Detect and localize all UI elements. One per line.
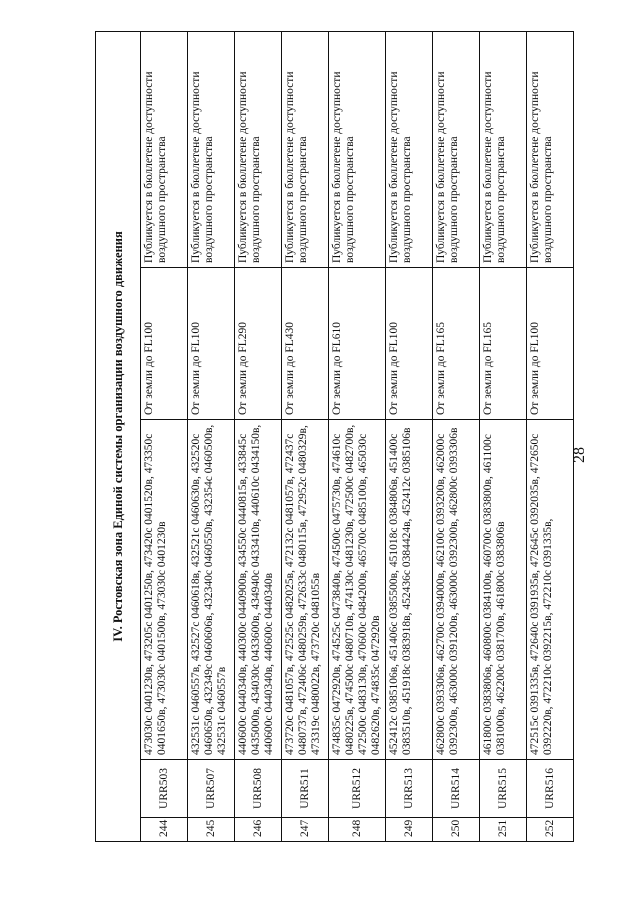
table-row: [282, 31, 329, 841]
row-number: 244: [141, 818, 188, 842]
zone-id: URR513: [386, 760, 433, 818]
zone-id: URR514: [433, 760, 480, 818]
page-number: 28: [571, 447, 588, 463]
row-number: 252: [527, 818, 574, 842]
row-number: 248: [329, 818, 386, 842]
table-row: [433, 31, 480, 841]
zone-id: URR507: [188, 760, 235, 818]
zone-coordinates: 474835с 0472920в, 474525с 0473840в, 474500с 0475730в, 474610с 0480225в, 474500с 0480710в, 474130с 0481230в, 472500с 0482700в, 472500с 0483130в, 470600с 0484200в, 465700с 0485100в, 465030с 0482620в, 474835с 0472920в: [329, 420, 386, 760]
zone-altitude: От земли до FL100: [386, 268, 433, 420]
zone-id: URR512: [329, 760, 386, 818]
zone-note: Публикуется в бюллетене доступности воздушного пространства: [527, 31, 574, 267]
rotated-table-container: [95, 32, 565, 842]
row-number: 249: [386, 818, 433, 842]
zone-note: Публикуется в бюллетене доступности воздушного пространства: [480, 31, 527, 267]
zone-note: Публикуется в бюллетене доступности воздушного пространства: [329, 31, 386, 267]
zone-coordinates: 462800с 0393306в, 462700с 0394000в, 462100с 0393200в, 462000с 0392300в, 463000с 0391200в, 463000с 0392300в, 462800с 0393306в: [433, 420, 480, 760]
zone-coordinates: 472515с 0391335в, 472640с 0391935в, 472645с 0392035в, 472650с 0392220в, 472210с 0392215в, 472210с 0391335в,: [527, 420, 574, 760]
table-row: [480, 31, 527, 841]
row-number: 247: [282, 818, 329, 842]
zone-id: URR503: [141, 760, 188, 818]
zone-altitude: От земли до FL430: [282, 268, 329, 420]
row-number: 246: [235, 818, 282, 842]
zone-altitude: От земли до FL165: [433, 268, 480, 420]
zone-note: Публикуется в бюллетене доступности воздушного пространства: [141, 31, 188, 267]
table-row: [141, 31, 188, 841]
table-row: [329, 31, 386, 841]
zone-coordinates: 440600с 0440340в, 440300с 0440900в, 434550с 0440815в, 433845с 0435000в, 434030с 0433600в, 434940с 0433410в, 440610с 0434150в, 440600с 0440340в, 440600с 0440340в: [235, 420, 282, 760]
zone-coordinates: 473030с 0401230в, 473205с 0401250в, 473420с 0401520в, 473350с 0401650в, 473030с 0401500в, 473030с 0401230в: [141, 420, 188, 760]
section-header-row: [96, 31, 141, 841]
zone-note: Публикуется в бюллетене доступности воздушного пространства: [235, 31, 282, 267]
table-row: [386, 31, 433, 841]
zone-coordinates: 461800с 0383806в, 460800с 0384100в, 460700с 0383800в, 461100с 0381000в, 462200с 0381700в, 461800с 0383806в: [480, 420, 527, 760]
zone-note: Публикуется в бюллетене доступности воздушного пространства: [433, 31, 480, 267]
zone-id: URR511: [282, 760, 329, 818]
table-row: [235, 31, 282, 841]
zone-id: URR515: [480, 760, 527, 818]
zone-altitude: От земли до FL165: [480, 268, 527, 420]
zone-note: Публикуется в бюллетене доступности воздушного пространства: [282, 31, 329, 267]
zone-id: URR508: [235, 760, 282, 818]
row-number: 245: [188, 818, 235, 842]
zone-altitude: От земли до FL290: [235, 268, 282, 420]
zone-note: Публикуется в бюллетене доступности воздушного пространства: [188, 31, 235, 267]
row-number: 250: [433, 818, 480, 842]
zone-altitude: От земли до FL100: [527, 268, 574, 420]
zone-coordinates: 473720с 0481057в, 472525с 0482025в, 472132с 0481057в, 472437с 0480737в, 472406с 0480259в, 472633с 0480115в, 472952с 0480329в, 473319с 0480022в, 473720с 0481055в: [282, 420, 329, 760]
table-row: [527, 31, 574, 841]
zone-altitude: От земли до FL100: [188, 268, 235, 420]
table-row: [188, 31, 235, 841]
airspace-table: [95, 31, 574, 842]
zone-altitude: От земли до FL610: [329, 268, 386, 420]
section-title: IV. Ростовская зона Единой системы организации воздушного движения: [96, 31, 141, 841]
zone-altitude: От земли до FL100: [141, 268, 188, 420]
row-number: 251: [480, 818, 527, 842]
zone-note: Публикуется в бюллетене доступности воздушного пространства: [386, 31, 433, 267]
zone-coordinates: 452412с 0385106в, 451406с 0385500в, 451018с 0384806в, 451400с 0383510в, 451918с 0383918в, 452436с 0384424в, 452412с 0385106в: [386, 420, 433, 760]
zone-id: URR516: [527, 760, 574, 818]
zone-coordinates: 432531с 0460557в, 432527с 0460618в, 432521с 0460630в, 432520с 0460650в, 432349с 0460606в, 432340с 0460550в, 432354с 0460500в, 432531с 0460557в: [188, 420, 235, 760]
